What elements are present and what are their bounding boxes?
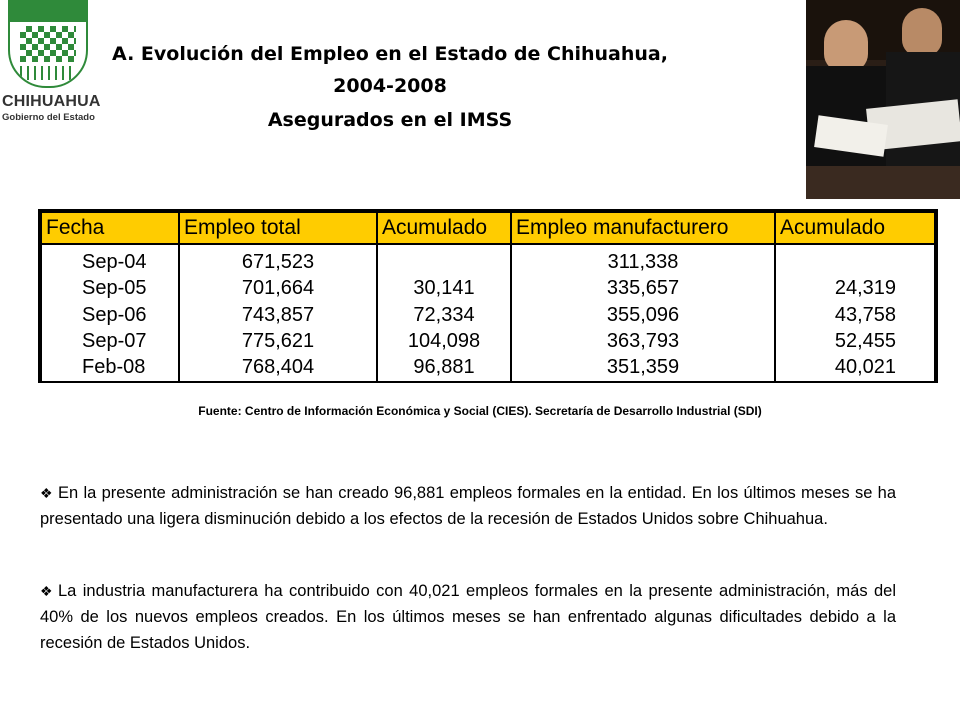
bullet-paragraph bbox=[40, 578, 896, 656]
table-row bbox=[41, 244, 935, 275]
cell-acumulado: 96,881 bbox=[377, 355, 511, 381]
cell-empleo-total: 671,523 bbox=[179, 244, 377, 275]
page-title-line1: A. Evolución del Empleo en el Estado de Chihuahua, bbox=[112, 43, 668, 65]
cell-fecha: Sep-05 bbox=[41, 275, 179, 301]
source-note: Fuente: Centro de Información Económica y Social (CIES). Secretaría de Desarrollo Industrial (SDI) bbox=[198, 404, 762, 418]
header-acumulado: Acumulado bbox=[377, 212, 511, 244]
cell-fecha: Sep-07 bbox=[41, 328, 179, 354]
cell-acumulado: 72,334 bbox=[377, 302, 511, 328]
table-row bbox=[41, 355, 935, 381]
cell-empleo-manufacturero: 311,338 bbox=[511, 244, 775, 275]
cell-empleo-manufacturero: 335,657 bbox=[511, 275, 775, 301]
cell-acumulado-manufacturero bbox=[775, 244, 935, 275]
cell-acumulado-manufacturero: 43,758 bbox=[775, 302, 935, 328]
page-title-line3: Asegurados en el IMSS bbox=[267, 109, 513, 131]
table-row bbox=[41, 275, 935, 301]
cell-empleo-total: 768,404 bbox=[179, 355, 377, 381]
cell-acumulado-manufacturero: 24,319 bbox=[775, 275, 935, 301]
header-fecha: Fecha bbox=[41, 212, 179, 244]
page-title-line2: 2004-2008 bbox=[333, 75, 447, 97]
cell-empleo-manufacturero: 363,793 bbox=[511, 328, 775, 354]
logo-subtitle: Gobierno del Estado bbox=[2, 112, 95, 123]
cell-acumulado: 104,098 bbox=[377, 328, 511, 354]
bullet-text: La industria manufacturera ha contribuido con 40,021 empleos formales en la presente administración, más del 40% de los nuevos empleos creados. En los últimos meses se han enfrentado algunas dificultades debido a la recesión de Estados Unidos. bbox=[40, 582, 896, 652]
cell-fecha: Feb-08 bbox=[41, 355, 179, 381]
business-meeting-photo bbox=[806, 0, 960, 199]
table-row bbox=[41, 328, 935, 354]
cell-acumulado: 30,141 bbox=[377, 275, 511, 301]
cell-empleo-manufacturero: 351,359 bbox=[511, 355, 775, 381]
cell-fecha: Sep-06 bbox=[41, 302, 179, 328]
cell-empleo-total: 701,664 bbox=[179, 275, 377, 301]
logo-name: CHIHUAHUA bbox=[2, 93, 101, 110]
cell-empleo-total: 743,857 bbox=[179, 302, 377, 328]
cell-acumulado-manufacturero: 52,455 bbox=[775, 328, 935, 354]
employment-table bbox=[38, 209, 938, 383]
bullet-paragraph bbox=[40, 480, 896, 532]
diamond-bullet-icon: ❖ bbox=[40, 583, 53, 599]
header-empleo-total: Empleo total bbox=[179, 212, 377, 244]
diamond-bullet-icon: ❖ bbox=[40, 485, 53, 501]
cell-acumulado-manufacturero: 40,021 bbox=[775, 355, 935, 381]
cell-empleo-total: 775,621 bbox=[179, 328, 377, 354]
header-acumulado-manufacturero: Acumulado bbox=[775, 212, 935, 244]
cell-fecha: Sep-04 bbox=[41, 244, 179, 275]
header-empleo-manufacturero: Empleo manufacturero bbox=[511, 212, 775, 244]
cell-empleo-manufacturero: 355,096 bbox=[511, 302, 775, 328]
bullet-text: En la presente administración se han creado 96,881 empleos formales en la entidad. En los últimos meses se ha presentado una ligera disminución debido a los efectos de la recesión de Estados Unidos sobre Chihuahua. bbox=[40, 484, 896, 528]
cell-acumulado bbox=[377, 244, 511, 275]
table-row bbox=[41, 302, 935, 328]
